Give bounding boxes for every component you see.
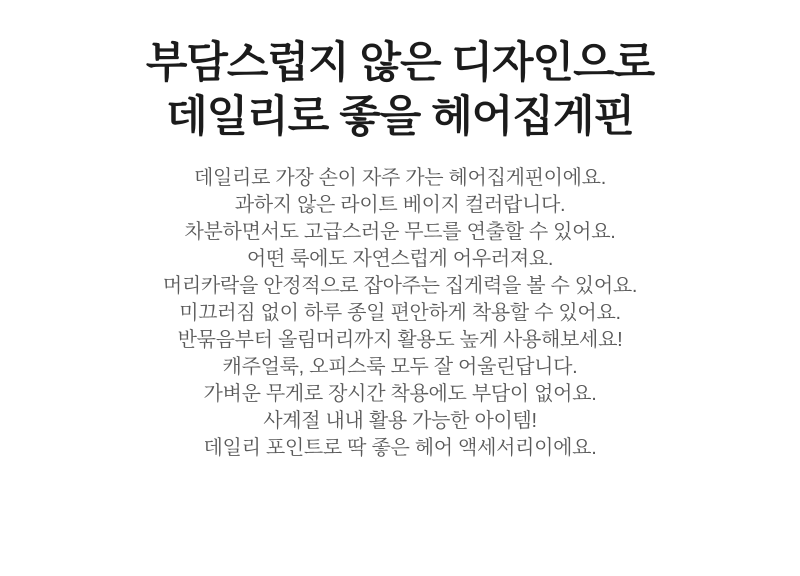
description-line: 데일리로 가장 손이 자주 가는 헤어집게핀이에요.	[194, 167, 606, 189]
description-line: 어떤 룩에도 자연스럽게 어우러져요.	[246, 248, 554, 270]
description-line: 차분하면서도 고급스러운 무드를 연출할 수 있어요.	[184, 221, 616, 243]
description-line: 반묶음부터 올림머리까지 활용도 높게 사용해보세요!	[177, 329, 623, 351]
description-line: 사계절 내내 활용 가능한 아이템!	[263, 410, 537, 432]
description-line: 과하지 않은 라이트 베이지 컬러랍니다.	[234, 194, 566, 216]
description-line: 머리카락을 안정적으로 잡아주는 집게력을 볼 수 있어요.	[162, 275, 638, 297]
description-line: 데일리 포인트로 딱 좋은 헤어 액세서리이에요.	[203, 437, 597, 459]
description-line: 캐주얼룩, 오피스룩 모두 잘 어울린답니다.	[222, 356, 578, 378]
product-description	[0, 165, 800, 462]
page-title	[0, 0, 800, 144]
page-title-line-1: 부담스럽지 않은 디자인으로	[145, 39, 655, 87]
page-title-line-2: 데일리로 좋을 헤어집게핀	[166, 93, 634, 141]
description-line: 가벼운 무게로 장시간 착용에도 부담이 없어요.	[203, 383, 597, 405]
description-line: 미끄러짐 없이 하루 종일 편안하게 착용할 수 있어요.	[179, 302, 621, 324]
